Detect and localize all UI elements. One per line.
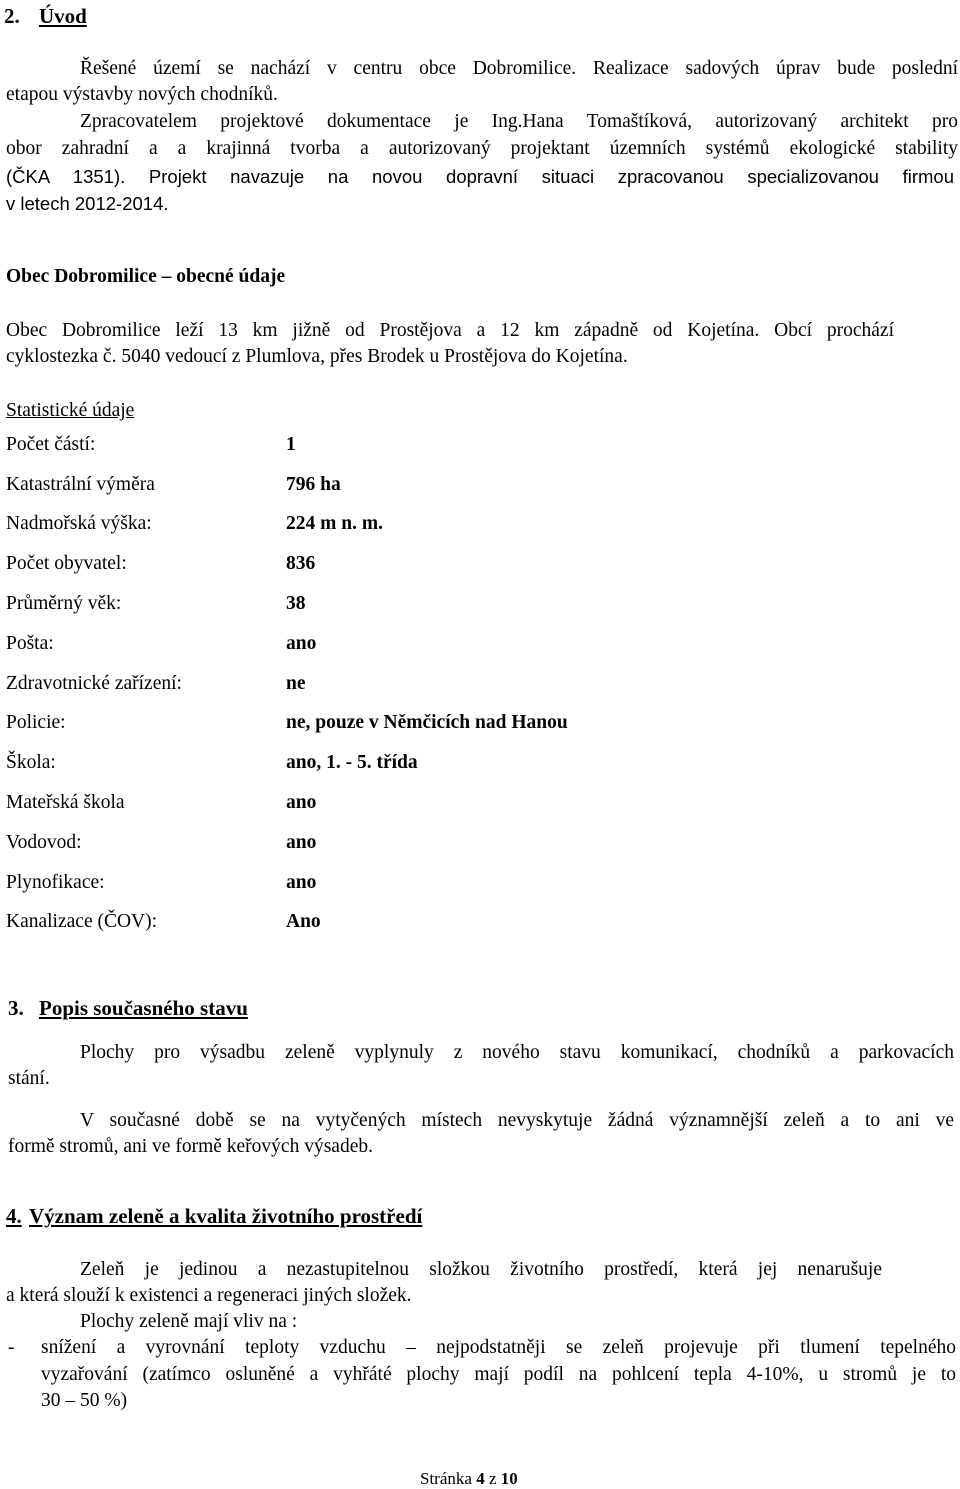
stat-label: Počet částí:: [6, 434, 96, 455]
obec-line: Obec Dobromilice leží 13 km jižně od Prostějova a 12 km západně od Kojetína. Obcí prochází: [6, 320, 894, 341]
section-number: 2.: [4, 4, 20, 28]
stat-value: 1: [286, 434, 296, 455]
stat-value: ano, 1. - 5. třída: [286, 752, 418, 773]
stat-label: Mateřská škola: [6, 792, 125, 813]
section-number: 4.: [6, 1204, 22, 1228]
page-footer: [420, 1469, 518, 1489]
paragraph-line: a která slouží k existenci a regeneraci jiných složek.: [6, 1285, 412, 1306]
stat-label: Zdravotnické zařízení:: [6, 673, 182, 694]
section-4-paragraph-2: Plochy zeleně mají vliv na :: [80, 1311, 298, 1332]
stat-value: ano: [286, 633, 317, 654]
stat-label: Plynofikace:: [6, 872, 105, 893]
footer-current-page: 4: [476, 1469, 485, 1488]
bullet-marker: -: [8, 1337, 15, 1358]
stat-value: 224 m n. m.: [286, 513, 383, 534]
stat-label: Průměrný věk:: [6, 593, 122, 614]
paragraph-line: stání.: [8, 1068, 50, 1089]
stat-label: Vodovod:: [6, 832, 82, 853]
stat-label: Kanalizace (ČOV):: [6, 911, 158, 932]
stat-label: Pošta:: [6, 633, 54, 654]
bullet-line: vyzařování (zatímco osluněné a vyhřáté plochy mají podíl na pohlcení tepla 4-10%, u stromů je to: [41, 1364, 956, 1385]
intro-line: Zpracovatelem projektové dokumentace je Ing.Hana Tomaštíková, autorizovaný architekt pro: [80, 111, 958, 132]
stat-value: 836: [286, 553, 316, 574]
stat-label: Policie:: [6, 712, 66, 733]
obec-heading: Obec Dobromilice – obecné údaje: [6, 266, 286, 287]
section-title: Popis současného stavu: [39, 996, 248, 1020]
paragraph-line: V současné době se na vytyčených místech nevyskytuje žádná významnější zeleň a to ani ve: [80, 1110, 954, 1131]
footer-total-pages: 10: [500, 1469, 518, 1488]
stat-value: ano: [286, 872, 317, 893]
bullet-line: 30 – 50 %): [41, 1390, 128, 1411]
intro-line: Řešené území se nachází v centru obce Dobromilice. Realizace sadových úprav bude poslední: [80, 58, 958, 79]
paragraph-line: formě stromů, ani ve formě keřových výsadeb.: [8, 1136, 373, 1157]
stat-value: ano: [286, 792, 317, 813]
obec-line: cyklostezka č. 5040 vedoucí z Plumlova, přes Brodek u Prostějova do Kojetína.: [6, 346, 628, 367]
stat-label: Počet obyvatel:: [6, 553, 127, 574]
stat-label: Nadmořská výška:: [6, 513, 152, 534]
stat-value: 796 ha: [286, 474, 341, 495]
paragraph-line: Zeleň je jedinou a nezastupitelnou složkou životního prostředí, která jej nenarušuje: [80, 1259, 882, 1280]
stat-value: ne: [286, 673, 306, 694]
intro-line: (ČKA 1351). Projekt navazuje na novou dopravní situaci zpracovanou specializovanou firmou: [6, 166, 954, 187]
stat-label: Škola:: [6, 752, 56, 773]
section-4-heading: [6, 1204, 422, 1229]
footer-prefix: Stránka: [420, 1469, 472, 1488]
stat-value: Ano: [286, 911, 321, 932]
paragraph-line: Plochy pro výsadbu zeleně vyplynuly z nového stavu komunikací, chodníků a parkovacích: [80, 1042, 954, 1063]
section-title: Význam zeleně a kvalita životního prostředí: [29, 1204, 423, 1228]
stat-value: 38: [286, 593, 306, 614]
bullet-line: snížení a vyrovnání teploty vzduchu – nejpodstatněji se zeleň projevuje při tlumení tepelného: [41, 1337, 956, 1358]
intro-line: obor zahradní a a krajinná tvorba a autorizovaný projektant územních systémů ekologické stability: [6, 138, 958, 159]
intro-line: v letech 2012-2014.: [6, 193, 169, 214]
stats-heading: Statistické údaje: [6, 400, 135, 421]
intro-line: etapou výstavby nových chodníků.: [6, 84, 278, 105]
stat-label: Katastrální výměra: [6, 474, 155, 495]
section-2-heading: [4, 4, 87, 29]
footer-separator: z: [488, 1469, 497, 1488]
stat-value: ne, pouze v Němčicích nad Hanou: [286, 712, 568, 733]
section-number: 3.: [8, 996, 24, 1020]
section-title: Úvod: [39, 4, 87, 28]
section-3-heading: [8, 996, 248, 1021]
stat-value: ano: [286, 832, 317, 853]
